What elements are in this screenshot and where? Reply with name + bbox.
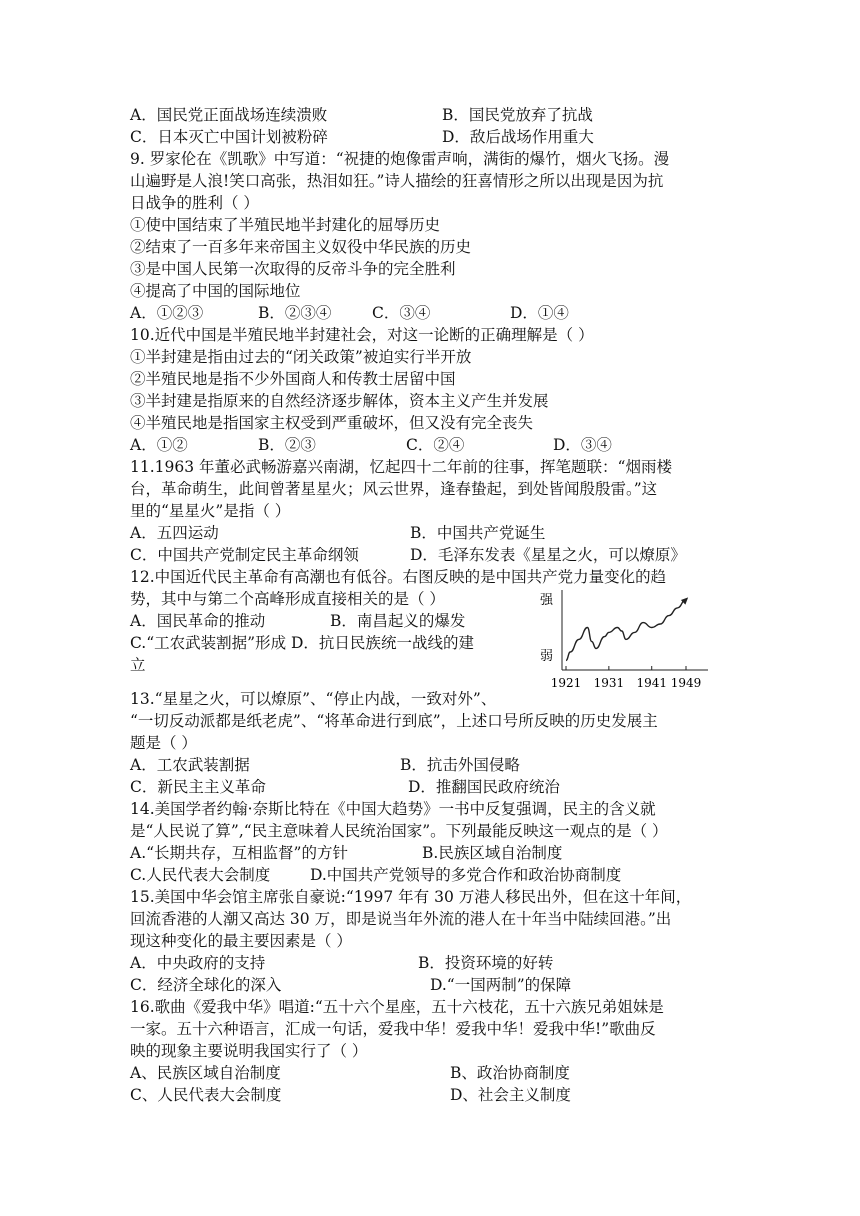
q8-option-d: D．敌后战场作用重大: [442, 128, 594, 146]
q15-stem-line: 回流香港的人潮又高达 30 万，即是说当年外流的港人在十年当中陆续回港。”出: [130, 910, 672, 928]
q9-stem-line: 山遍野是人浪!笑口高张，热泪如狂。”诗人描绘的狂喜情形之所以出现是因为抗: [130, 172, 664, 190]
q15-option-b: B．投资环境的好转: [418, 954, 554, 972]
q15-option-a: A．中央政府的支持: [130, 954, 266, 972]
q10-option-a: A．①②: [130, 436, 188, 454]
q9-stem-line: 9. 罗家伦在《凯歌》中写道：“祝捷的炮像雷声响，满街的爆竹，烟火飞扬。漫: [130, 150, 670, 168]
q9-statement: ①使中国结束了半殖民地半封建化的屈辱历史: [130, 216, 441, 234]
q10-stem-line: 10.近代中国是半殖民地半封建社会，对这一论断的正确理解是（ ）: [130, 326, 594, 344]
q12-stem-line: 势，其中与第二个高峰形成直接相关的是（ ）: [130, 590, 445, 608]
q9-option-b: B．②③④: [258, 304, 332, 322]
q13-option-d: D．推翻国民政府统治: [408, 778, 560, 796]
q16-option-b: B、政治协商制度: [450, 1064, 570, 1082]
q15-stem-line: 15.美国中华会馆主席张自豪说:“1997 年有 30 万港人移民出外，但在这十年间，: [130, 888, 692, 906]
q10-statement: ②半殖民地是指不少外国商人和传教士居留中国: [130, 370, 456, 388]
q9-option-d: D．①④: [510, 304, 569, 322]
q15-option-d: D.“一国两制”的保障: [430, 976, 572, 994]
q11-stem-line: 台，革命萌生，此间曾著星星火；风云世界，逢春蛰起，到处皆闻殷殷雷。”这: [130, 480, 658, 498]
q15-stem-line: 现这种变化的最主要因素是（ ）: [130, 932, 352, 950]
q9-statement: ③是中国人民第一次取得的反帝斗争的完全胜利: [130, 260, 456, 278]
q16-stem-line: 一家。五十六种语言，汇成一句话，爱我中华！爱我中华！爱我中华!”歌曲反: [130, 1020, 656, 1038]
q13-option-a: A．工农武装割据: [130, 756, 250, 774]
q12-option-b: B．南昌起义的爆发: [330, 612, 466, 630]
q9-stem-line: 日战争的胜利（ ）: [130, 194, 259, 212]
q9-statement: ④提高了中国的国际地位: [130, 282, 301, 300]
q8-option-b: B．国民党放弃了抗战: [442, 106, 593, 124]
x-tick-label: 1949: [670, 676, 702, 690]
q12-option-d-continued: 立: [130, 656, 146, 674]
q15-option-c: C．经济全球化的深入: [130, 976, 282, 994]
x-tick-label: 1921: [550, 676, 582, 690]
q12-option-a: A．国民革命的推动: [130, 612, 266, 630]
q13-stem-line: “一切反动派都是纸老虎”、“将革命进行到底”，上述口号所反映的历史发展主: [130, 712, 658, 730]
x-tick-label: 1931: [593, 676, 625, 690]
q10-option-d: D．③④: [553, 436, 612, 454]
q11-stem-line: 11.1963 年董必武畅游嘉兴南湖，忆起四十二年前的往事，挥笔题联：“烟雨楼: [130, 458, 672, 476]
q14-option-b: B.民族区域自治制度: [422, 844, 563, 862]
q16-option-a: A、民族区域自治制度: [130, 1064, 281, 1082]
q11-option-c: C．中国共产党制定民主革命纲领: [130, 546, 359, 564]
q11-option-d: D．毛泽东发表《星星之火，可以燎原》: [410, 546, 686, 564]
q10-option-b: B．②③: [258, 436, 316, 454]
q14-option-d: D.中国共产党领导的多党合作和政治协商制度: [310, 866, 622, 884]
party-strength-chart: [536, 586, 716, 692]
q14-option-c: C.人民代表大会制度: [130, 866, 271, 884]
q14-stem-line: 是“人民说了算”,“民主意味着人民统治国家”。下列最能反映这一观点的是（ ）: [130, 822, 668, 840]
q10-statement: ③半封建是指原来的自然经济逐步解体，资本主义产生并发展: [130, 392, 549, 410]
y-label-strong: 强: [540, 593, 554, 608]
q16-option-c: C、人民代表大会制度: [130, 1086, 282, 1104]
q11-option-a: A．五四运动: [130, 524, 219, 542]
q12-option-cd: C.“工农武装割据”形成 D．抗日民族统一战线的建: [130, 634, 474, 652]
x-tick-label: 1941: [636, 676, 667, 690]
q16-option-d: D、社会主义制度: [450, 1086, 571, 1104]
q13-stem-line: 题是（ ）: [130, 734, 197, 752]
q12-stem-line: 12.中国近代民主革命有高潮也有低谷。右图反映的是中国共产党力量变化的趋: [130, 568, 667, 586]
q13-option-b: B．抗击外国侵略: [400, 756, 520, 774]
q16-stem-line: 映的现象主要说明我国实行了（ ）: [130, 1042, 368, 1060]
q10-statement: ④半殖民地是指国家主权受到严重破坏，但又没有完全丧失: [130, 414, 534, 432]
q14-stem-line: 14.美国学者约翰·奈斯比特在《中国大趋势》一书中反复强调，民主的含义就: [130, 800, 656, 818]
q16-stem-line: 16.歌曲《爱我中华》唱道:“五十六个星座，五十六枝花，五十六族兄弟姐妹是: [130, 998, 664, 1016]
y-label-weak: 弱: [540, 649, 554, 664]
q9-option-c: C．③④: [372, 304, 431, 322]
q11-stem-line: 里的“星星火”是指（ ）: [130, 502, 291, 520]
q9-statement: ②结束了一百多年来帝国主义奴役中华民族的历史: [130, 238, 472, 256]
q9-option-a: A．①②③: [130, 304, 204, 322]
q13-option-c: C．新民主主义革命: [130, 778, 266, 796]
q11-option-b: B．中国共产党诞生: [410, 524, 546, 542]
q10-option-c: C．②④: [406, 436, 465, 454]
q8-option-a: A．国民党正面战场连续溃败: [130, 106, 328, 124]
trend-line: [566, 600, 686, 661]
q10-statement: ①半封建是指由过去的“闭关政策”被迫实行半开放: [130, 348, 472, 366]
q8-option-c: C．日本灭亡中国计划被粉碎: [130, 128, 328, 146]
q13-stem-line: 13.“星星之火，可以燎原”、“停止内战，一致对外”、: [130, 690, 497, 708]
q14-option-a: A.“长期共存，互相监督”的方针: [130, 844, 348, 862]
